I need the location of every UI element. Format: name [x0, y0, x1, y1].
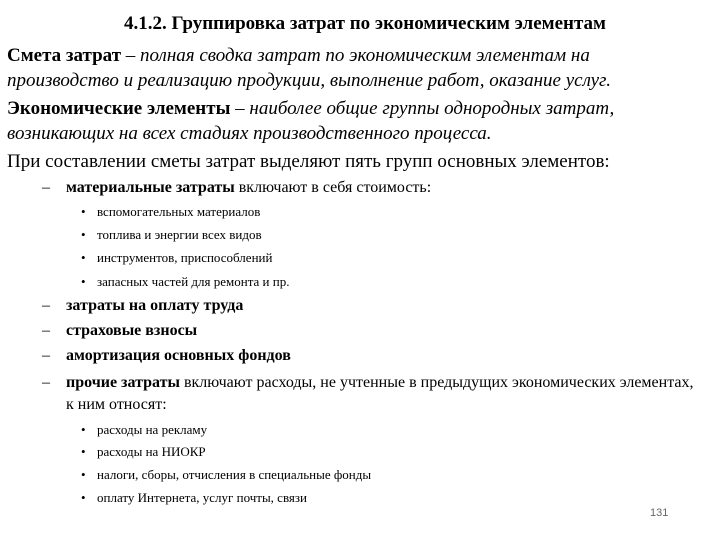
list-item — [81, 443, 641, 461]
definition-text-line1: полная сводка затрат по экономическим элементам на — [140, 45, 590, 66]
definition-text-line2: возникающих на всех стадиях производственного процесса. — [7, 123, 492, 144]
list-item — [81, 466, 641, 484]
group-name: затраты на оплату труда — [66, 297, 244, 314]
definition-separator: – — [121, 45, 141, 66]
bullet-marker: • — [81, 444, 86, 459]
group-description: включают расходы, не учтенные в предыдущих экономических элементах, к ним относят: — [66, 374, 694, 413]
dash-marker: – — [42, 347, 50, 364]
definition-separator: – — [230, 98, 250, 119]
bullet-marker: • — [81, 227, 86, 242]
definition-text-line2: производство и реализацию продукции, выполнение работ, оказание услуг. — [7, 70, 611, 91]
list-item — [81, 249, 641, 267]
group-name: страховые взносы — [66, 322, 198, 339]
list-item-text: вспомогательных материалов — [97, 204, 261, 219]
bullet-marker: • — [81, 467, 86, 482]
list-item — [81, 273, 641, 291]
list-item — [81, 203, 641, 221]
list-item-text: налоги, сборы, отчисления в специальные фонды — [97, 467, 372, 482]
dash-marker: – — [42, 297, 50, 314]
list-item — [81, 421, 641, 439]
bullet-marker: • — [81, 274, 86, 289]
dash-marker: – — [42, 322, 50, 339]
slide-title: 4.1.2. Группировка затрат по экономическим элементам — [124, 13, 606, 34]
group-material-costs — [42, 177, 702, 199]
definition-term: Экономические элементы — [7, 98, 231, 119]
list-item-text: оплату Интернета, услуг почты, связи — [97, 490, 307, 505]
dash-marker: – — [42, 374, 50, 391]
dash-marker: – — [42, 179, 50, 196]
definition-text-line1: наиболее общие группы однородных затрат, — [249, 98, 615, 119]
list-item-text: инструментов, приспособлений — [97, 250, 273, 265]
list-item — [81, 489, 641, 507]
group-name: амортизация основных фондов — [66, 347, 291, 364]
group-insurance-contributions — [42, 320, 702, 342]
bullet-marker: • — [81, 204, 86, 219]
bullet-marker: • — [81, 250, 86, 265]
definition-term: Смета затрат — [7, 45, 122, 66]
group-name: материальные затраты — [66, 179, 235, 196]
group-depreciation — [42, 345, 702, 367]
group-labor-costs — [42, 295, 702, 317]
list-item-text: топлива и энергии всех видов — [97, 227, 262, 242]
list-item-text: запасных частей для ремонта и пр. — [97, 274, 290, 289]
definition-cost-estimate — [7, 43, 712, 93]
bullet-marker: • — [81, 422, 86, 437]
group-description: включают в себя стоимость: — [234, 179, 432, 196]
definition-economic-elements — [7, 96, 712, 146]
list-item-text: расходы на рекламу — [97, 422, 208, 437]
bullet-marker: • — [81, 490, 86, 505]
list-item — [81, 226, 641, 244]
group-other-costs — [42, 372, 702, 416]
group-name: прочие затраты — [66, 374, 180, 391]
list-item-text: расходы на НИОКР — [97, 444, 206, 459]
page-number: 131 — [650, 507, 669, 519]
intro-sentence: При составлении сметы затрат выделяют пять групп основных элементов: — [7, 151, 610, 172]
